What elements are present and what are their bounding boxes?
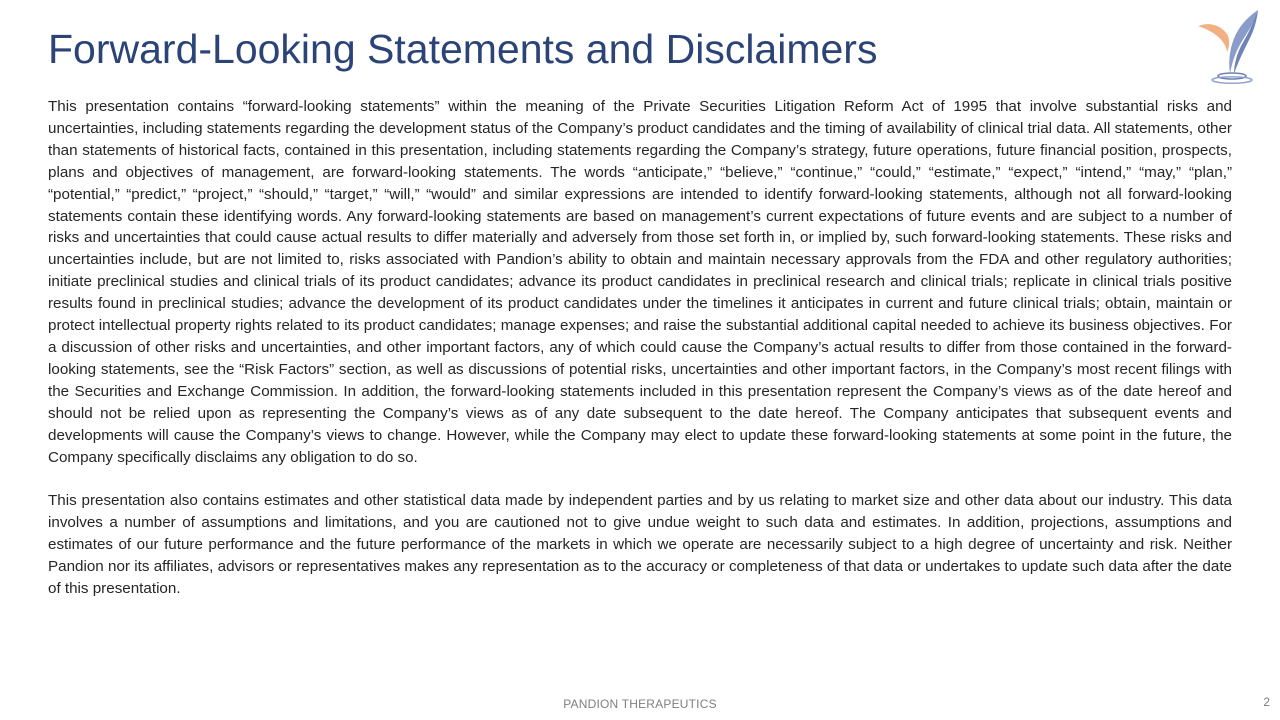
pandion-bird-logo-icon <box>1194 8 1270 84</box>
footer-company-name: PANDION THERAPEUTICS <box>563 697 717 711</box>
page-number: 2 <box>1263 695 1270 709</box>
statistical-data-paragraph: This presentation also contains estimates and other statistical data made by independent parties and by us relating to market size and other data about our industry. This data involves a number of assumptions and limitations, and you are cautioned not to give undue weight to such data and estimates. In addition, projections, assumptions and estimates of our future performance and the future performance of the markets in which we operate are necessarily subject to a high degree of uncertainty and risk. Neither Pandion nor its affiliates, advisors or representatives makes any representation as to the accuracy or completeness of that data or undertakes to update such data after the date of this presentation. <box>48 492 1232 597</box>
page-title: Forward-Looking Statements and Disclaimers <box>48 26 878 72</box>
forward-looking-paragraph: This presentation contains “forward-looking statements” within the meaning of the Private Securities Litigation Reform Act of 1995 that involve substantial risks and uncertainties, including statements regarding the development status of the Company’s product candidates and the timing of availability of clinical trial data. All statements, other than statements of historical facts, contained in this presentation, including statements regarding the Company’s strategy, future operations, future financial position, prospects, plans and objectives of management, are forward-looking statements. The words “anticipate,” “believe,” “continue,” “could,” “estimate,” “expect,” “intend,” “may,” “plan,” “potential,” “predict,” “project,” “should,” “target,” “will,” “would” and similar expressions are intended to identify forward-looking statements, although not all forward-looking statements contain these identifying words. Any forward-looking statements are based on management’s current expectations of future events and are subject to a number of risks and uncertainties that could cause actual results to differ materially and adversely from those set forth in, or implied by, such forward-looking statements. These risks and uncertainties include, but are not limited to, risks associated with Pandion’s ability to obtain and maintain necessary approvals from the FDA and other regulatory authorities; initiate preclinical studies and clinical trials of its product candidates; advance its product candidates in preclinical research and clinical trials; replicate in clinical trials positive results found in preclinical studies; advance the development of its product candidates under the timelines it anticipates in current and future clinical trials; obtain, maintain or protect intellectual property rights related to its product candidates; manage expenses; and raise the substantial additional capital needed to achieve its business objectives. For a discussion of other risks and uncertainties, and other important factors, any of which could cause the Company’s actual results to differ from those contained in the forward-looking statements, see the “Risk Factors” section, as well as discussions of potential risks, uncertainties and other important factors, in the Company’s most recent filings with the Securities and Exchange Commission. In addition, the forward-looking statements included in this presentation represent the Company’s views as of the date hereof and should not be relied upon as representing the Company’s views as of any date subsequent to the date hereof. The Company anticipates that subsequent events and developments will cause the Company’s views to change. However, while the Company may elect to update these forward-looking statements at some point in the future, the Company specifically disclaims any obligation to do so. <box>48 98 1232 466</box>
disclaimer-body <box>48 96 1232 600</box>
